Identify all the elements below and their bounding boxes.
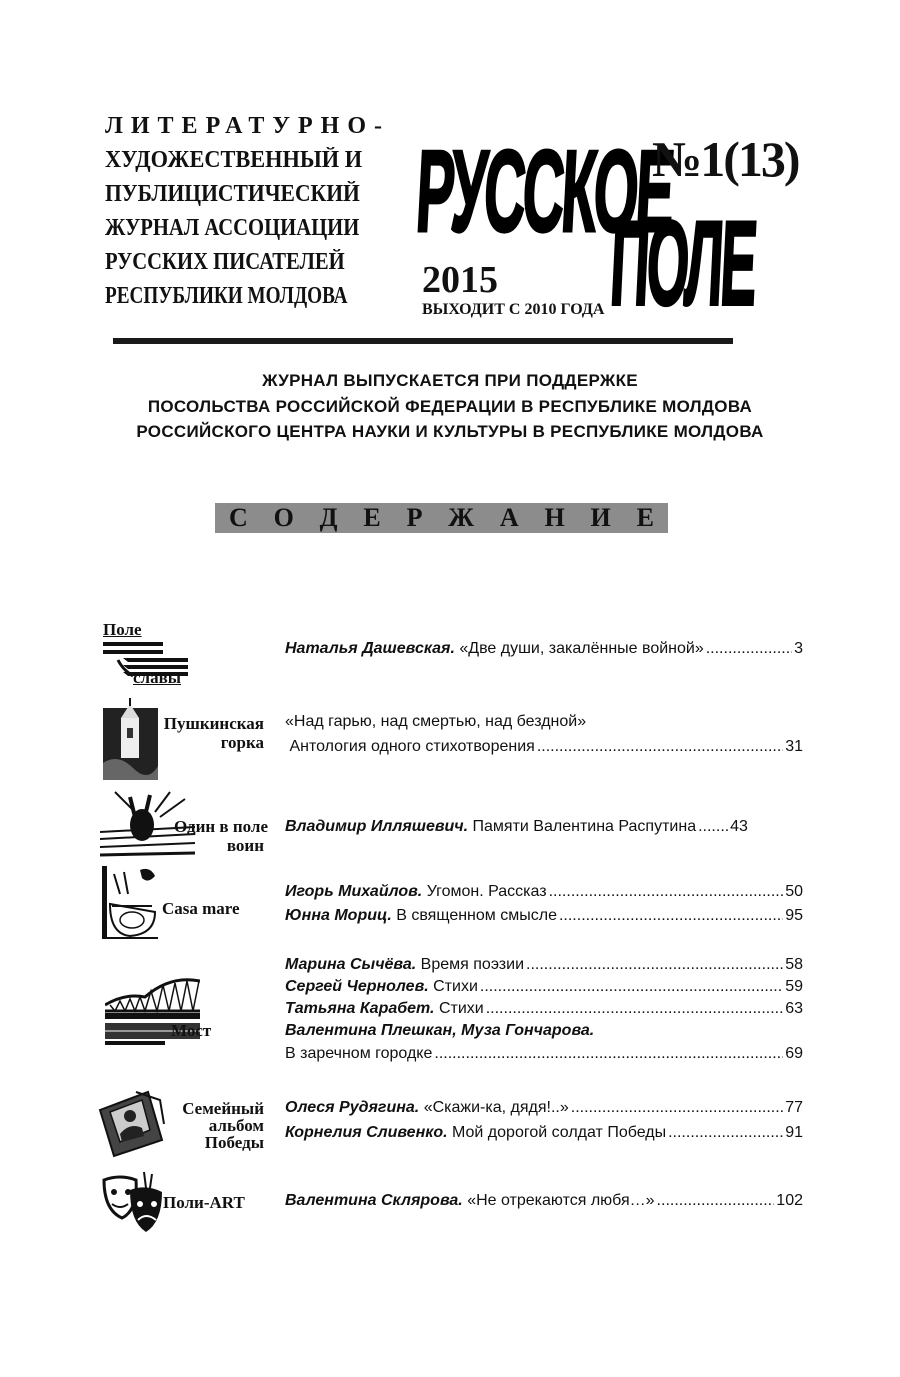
description-line: ЛИТЕРАТУРНО- bbox=[105, 113, 390, 139]
toc-title: Время поэзии bbox=[420, 956, 525, 973]
contents-letter: И bbox=[590, 503, 611, 532]
toc-entry[interactable] bbox=[285, 640, 803, 662]
toc-entry[interactable] bbox=[285, 1099, 803, 1121]
header-divider bbox=[113, 338, 733, 344]
contents-letter: Н bbox=[544, 503, 565, 532]
section-label: Casa mare bbox=[162, 899, 240, 918]
section-label: Пушкинская bbox=[163, 714, 264, 733]
toc-title: В священном смысле bbox=[396, 907, 557, 924]
toc-author: Марина Сычёва. bbox=[285, 956, 417, 973]
section-label: Мост bbox=[171, 1021, 212, 1040]
toc-author: Юнна Мориц. bbox=[285, 907, 392, 924]
contents-letter: С bbox=[229, 503, 248, 532]
toc-entry[interactable] bbox=[285, 1192, 803, 1214]
section-label: альбом bbox=[208, 1116, 264, 1135]
toc-author: Валентина Склярова. bbox=[285, 1192, 463, 1209]
section-label: горка bbox=[220, 733, 264, 752]
toc-title: Антология одного стихотворения bbox=[285, 738, 535, 755]
toc-author: Корнелия Сливенко. bbox=[285, 1124, 448, 1141]
toc-author: Игорь Михайлов. bbox=[285, 883, 423, 900]
toc-page: 59 bbox=[785, 978, 803, 995]
toc-entry[interactable] bbox=[285, 1045, 803, 1067]
toc-leader bbox=[486, 1000, 783, 1018]
toc-page: 69 bbox=[785, 1045, 803, 1062]
toc-entry[interactable] bbox=[285, 1000, 803, 1022]
toc-leader bbox=[537, 738, 783, 756]
contents-letter: Д bbox=[319, 503, 338, 532]
toc-title: Памяти Валентина Распутина bbox=[472, 818, 697, 835]
support-line: ЖУРНАЛ ВЫПУСКАЕТСЯ ПРИ ПОДДЕРЖКЕ bbox=[262, 371, 638, 390]
section-label: Семейный bbox=[182, 1099, 264, 1118]
toc-title: «Две души, закалённые войной» bbox=[459, 640, 704, 657]
toc-leader bbox=[657, 1192, 775, 1210]
toc-author: Валентина Плешкан, Муза Гончарова. bbox=[285, 1022, 595, 1039]
section-label: Один в поле bbox=[173, 817, 268, 836]
toc-title: «Скажи-ка, дядя!..» bbox=[423, 1099, 569, 1116]
toc-leader bbox=[559, 907, 783, 925]
description-line: ПУБЛИЦИСТИЧЕСКИЙ bbox=[105, 181, 360, 207]
toc-page: 50 bbox=[785, 883, 803, 900]
toc-leader bbox=[434, 1045, 783, 1063]
logo-word-pole: ПОЛЕ bbox=[607, 196, 758, 330]
contents-heading bbox=[215, 503, 668, 533]
support-line: ПОСОЛЬСТВА РОССИЙСКОЙ ФЕДЕРАЦИИ В РЕСПУБЛИКЕ МОЛДОВА bbox=[147, 397, 753, 416]
toc-leader bbox=[706, 640, 792, 658]
toc-title: Мой дорогой солдат Победы bbox=[452, 1124, 667, 1141]
toc-author: Татьяна Карабет. bbox=[285, 1000, 435, 1017]
toc-title: «Не отрекаются любя…» bbox=[467, 1192, 655, 1209]
photo-album-icon bbox=[98, 1090, 166, 1158]
toc-page: 43 bbox=[730, 818, 748, 835]
toc-page: 31 bbox=[785, 738, 803, 755]
toc-entry[interactable] bbox=[285, 1124, 803, 1146]
description-line: РУССКИХ ПИСАТЕЛЕЙ bbox=[105, 249, 345, 275]
toc-page: 3 bbox=[794, 640, 803, 657]
toc-title: Угомон. Рассказ bbox=[426, 883, 547, 900]
description-line: ХУДОЖЕСТВЕННЫЙ И bbox=[105, 147, 363, 173]
toc-leader bbox=[526, 956, 783, 974]
toc-leader bbox=[668, 1124, 783, 1142]
toc-author: Сергей Чернолев. bbox=[285, 978, 429, 995]
toc-entry[interactable] bbox=[285, 738, 803, 760]
section-label: воин bbox=[226, 836, 264, 855]
section-label: Победы bbox=[204, 1133, 264, 1152]
contents-letter: Е bbox=[363, 503, 381, 532]
toc-author: Владимир Илляшевич. bbox=[285, 818, 469, 835]
toc-entry[interactable] bbox=[285, 1022, 803, 1044]
toc-title: Стихи bbox=[438, 1000, 484, 1017]
toc-leader bbox=[698, 818, 728, 836]
toc-entry[interactable] bbox=[285, 883, 803, 905]
toc-page: 95 bbox=[785, 907, 803, 924]
theatre-masks-icon bbox=[100, 1170, 165, 1238]
toc-title: «Над гарью, над смертью, над бездной» bbox=[285, 713, 587, 730]
toc-page: 77 bbox=[785, 1099, 803, 1116]
toc-title: В заречном городке bbox=[285, 1045, 433, 1062]
house-pottery-icon bbox=[100, 864, 160, 940]
description-line: ЖУРНАЛ АССОЦИАЦИИ bbox=[105, 215, 360, 241]
published-since: ВЫХОДИТ С 2010 ГОДА bbox=[422, 301, 605, 318]
contents-letter: Е bbox=[636, 503, 654, 532]
toc-leader bbox=[480, 978, 783, 996]
toc-page: 91 bbox=[785, 1124, 803, 1141]
toc-title: Стихи bbox=[433, 978, 478, 995]
toc-page: 58 bbox=[785, 956, 803, 973]
section-label: Поли-ART bbox=[163, 1193, 245, 1212]
toc-entry[interactable] bbox=[285, 907, 803, 929]
support-line: РОССИЙСКОГО ЦЕНТРА НАУКИ И КУЛЬТУРЫ В РЕСПУБЛИКЕ МОЛДОВА bbox=[136, 422, 764, 441]
toc-author: Наталья Дашевская. bbox=[285, 640, 455, 657]
toc-page: 102 bbox=[776, 1192, 803, 1209]
description-line: РЕСПУБЛИКИ МОЛДОВА bbox=[105, 283, 348, 309]
logo-word-russkoe: РУССКОЕ bbox=[413, 126, 675, 256]
toc-page: 63 bbox=[785, 1000, 803, 1017]
section-label: Поле bbox=[103, 620, 142, 639]
contents-letter: Ж bbox=[448, 503, 474, 532]
toc-leader bbox=[549, 883, 784, 901]
church-icon bbox=[103, 698, 163, 780]
toc-entry[interactable] bbox=[285, 978, 803, 1000]
toc-entry[interactable] bbox=[285, 713, 803, 735]
contents-letter: А bbox=[499, 503, 519, 532]
section-label: славы bbox=[133, 668, 182, 687]
issue-number: №1(13) bbox=[652, 131, 799, 187]
issue-year: 2015 bbox=[422, 259, 498, 301]
toc-entry[interactable] bbox=[285, 818, 803, 840]
contents-letter: О bbox=[273, 503, 294, 532]
toc-entry[interactable] bbox=[285, 956, 803, 978]
toc-leader bbox=[571, 1099, 783, 1117]
toc-author: Олеся Рудягина. bbox=[285, 1099, 420, 1116]
contents-letter: Р bbox=[406, 503, 423, 532]
